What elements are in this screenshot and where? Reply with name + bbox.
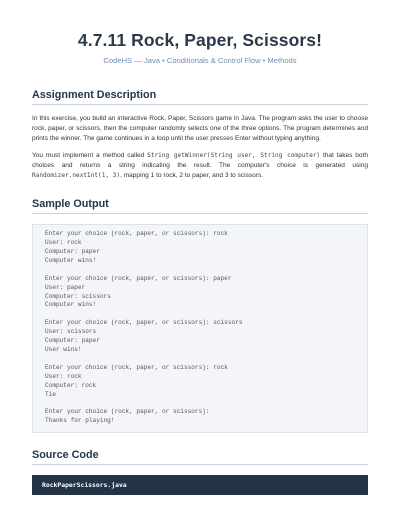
assignment-text-b: that takes both choices and returns a string indicating the result. The computer's choice is generated using — [32, 151, 368, 169]
sample-output-line: Computer: paper — [45, 337, 100, 345]
sample-output-heading: Sample Output — [32, 198, 368, 214]
sample-output-line: Enter your choice (rock, paper, or scissors): rock — [45, 230, 228, 238]
sample-output-line: Enter your choice (rock, paper, or scissors): — [45, 408, 210, 416]
sample-output-line: User: rock — [45, 372, 82, 380]
sample-output-line: Computer: scissors — [45, 292, 111, 300]
sample-output-line: Thanks for playing! — [45, 417, 115, 425]
sample-output-line — [45, 310, 357, 319]
sample-output-line: Computer: paper — [45, 248, 100, 256]
source-file-header: RockPaperScissors.java — [32, 475, 368, 495]
assignment-paragraph-1: In this exercise, you build an interactive Rock, Paper, Scissors game in Java. The program asks the user to choose rock, paper, or scissors, then the computer randomly selects one of the three options. The program determines and prints the winner. The game continues in a loop until the user presses Enter without typing anything. — [32, 115, 368, 143]
source-code-heading: Source Code — [32, 449, 368, 465]
sample-output-line: Computer wins! — [45, 256, 97, 264]
sample-output-line: User: paper — [45, 283, 86, 291]
sample-output-line — [45, 355, 357, 364]
sample-output-line: User wins! — [45, 346, 82, 353]
sample-output-line: Computer wins! — [45, 301, 97, 309]
page-title: 4.7.11 Rock, Paper, Scissors! — [77, 30, 323, 50]
assignment-paragraph-2 — [32, 151, 368, 182]
sample-output-line: Enter your choice (rock, paper, or scissors): rock — [45, 363, 228, 371]
page-subtitle: CodeHS — Java • Conditionals & Control Flow • Methods — [103, 56, 297, 65]
assignment-text-a: You must implement a method called — [32, 151, 148, 159]
sample-output-line: Computer: rock — [45, 381, 97, 389]
document-page — [32, 30, 368, 495]
randomizer-code: Randomizer.nextInt(1, 3) — [32, 172, 121, 180]
sample-output-line: Enter your choice (rock, paper, or scissors): scissors — [45, 319, 243, 327]
sample-output-line: User: scissors — [45, 328, 97, 336]
sample-output-line: User: rock — [45, 239, 82, 247]
assignment-text-c: , mapping 1 to rock, 2 to paper, and 3 to scissors. — [120, 172, 264, 180]
sample-output-line: Tie — [45, 390, 56, 398]
sample-output-line — [45, 266, 357, 275]
sample-output-block — [32, 224, 368, 433]
method-signature-code: String getWinner(String user, String computer) — [147, 151, 321, 159]
sample-output-line — [45, 399, 357, 408]
sample-output-line: Enter your choice (rock, paper, or scissors): paper — [45, 274, 232, 282]
assignment-heading: Assignment Description — [32, 89, 368, 105]
